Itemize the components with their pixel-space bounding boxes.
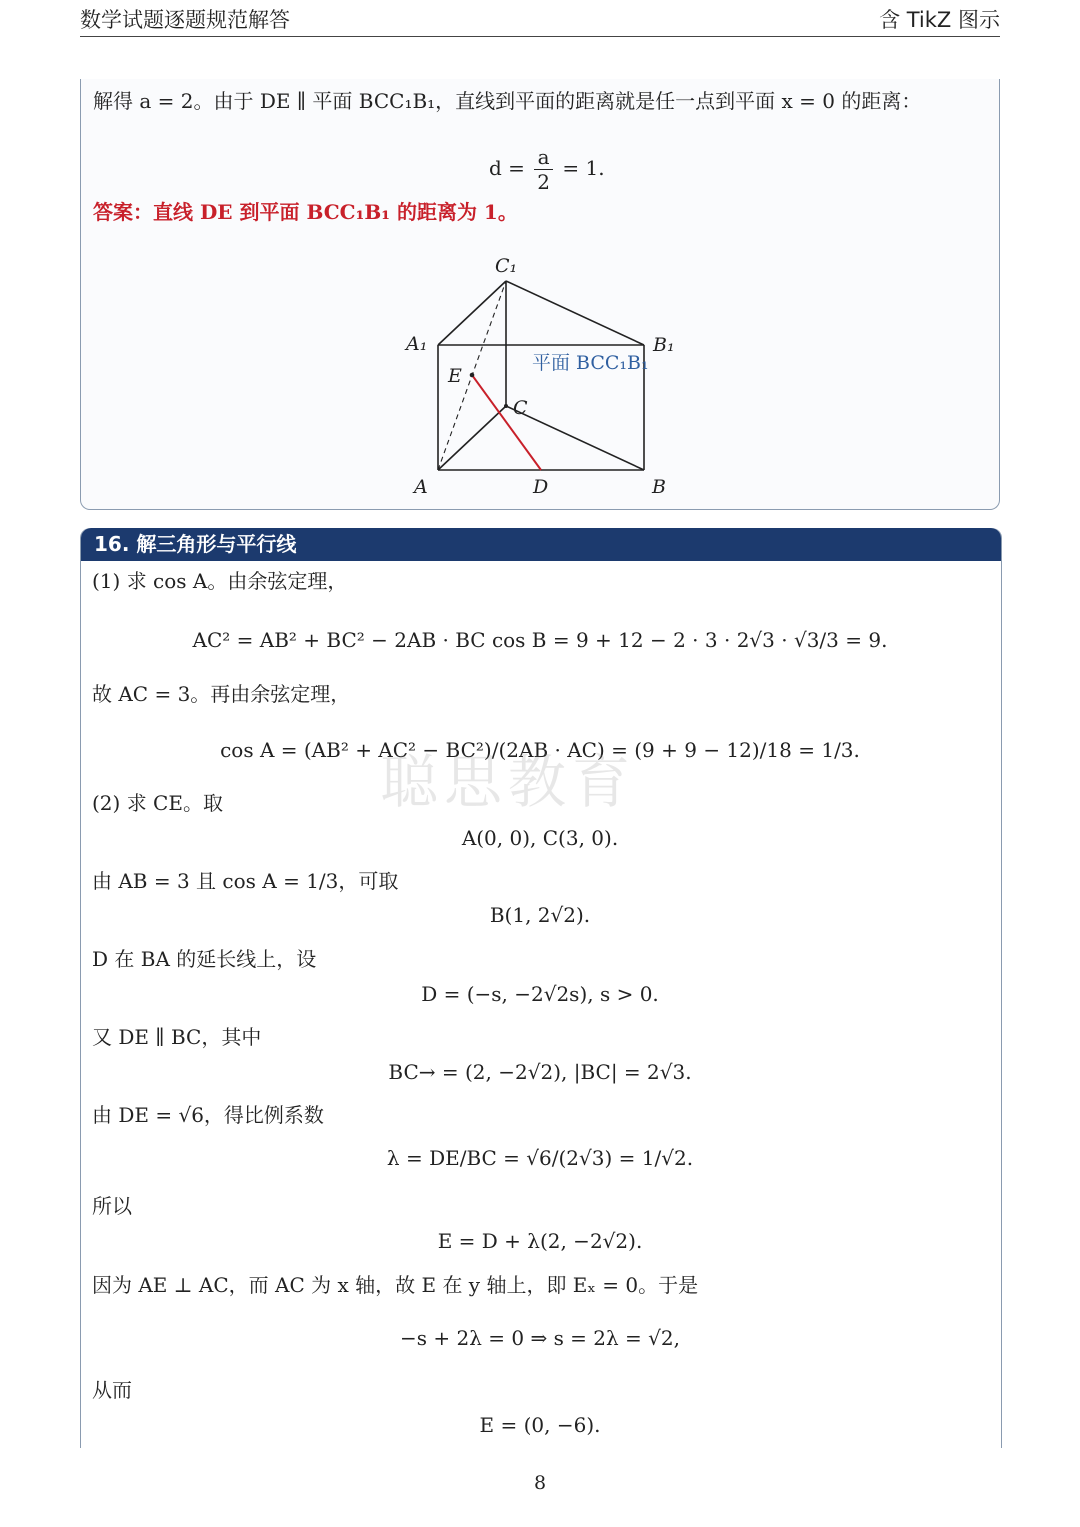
equation-cos-a: cos A = (AB² + AC² − BC²)/(2AB · AC) = (9 + 9 − 12)/18 = 1/3.	[220, 738, 860, 762]
problem-16-title: 16. 解三角形与平行线	[94, 532, 297, 556]
equation-coords-b: B(1, 2√2).	[489, 903, 591, 927]
equation-vector-bc: BC→ = (2, −2√2), |BC| = 2√3.	[388, 1060, 692, 1084]
formula-fraction	[534, 145, 553, 194]
header-subtitle: 含 TikZ 图示	[879, 8, 1000, 32]
part-2-b-line: 由 AB = 3 且 cos A = 1/3，可取	[92, 869, 399, 893]
prism-figure	[81, 244, 999, 504]
part-1-intro: (1) 求 cos A。由余弦定理，	[92, 569, 348, 593]
part-2-parallel-line: 又 DE ∥ BC，其中	[92, 1025, 262, 1049]
part-2-de-line: 由 DE = √6，得比例系数	[92, 1103, 324, 1127]
equation-lambda: λ = DE/BC = √6/(2√3) = 1/√2.	[386, 1146, 694, 1170]
label-d: D	[533, 476, 549, 498]
equation-e-vector: E = D + λ(2, −2√2).	[437, 1229, 643, 1253]
running-header	[80, 0, 1000, 37]
page-number: 8	[533, 1472, 547, 1494]
label-b: B	[652, 476, 666, 498]
part-1-mid: 故 AC = 3。再由余弦定理，	[92, 682, 351, 706]
edge-a-c	[438, 406, 506, 470]
answer-line: 答案：直线 DE 到平面 BCC₁B₁ 的距离为 1。	[93, 200, 518, 224]
problem-16-title-bar	[81, 528, 1001, 561]
label-c: C	[513, 397, 528, 419]
header-title: 数学试题逐题规范解答	[80, 8, 290, 32]
equation-law-of-cosines-ac: AC² = AB² + BC² − 2AB · BC cos B = 9 + 12 − 2 · 3 · 2√3 · √3/3 = 9.	[192, 628, 888, 652]
point-c	[504, 404, 508, 408]
formula-rhs: = 1.	[562, 156, 605, 180]
equation-e-result: E = (0, −6).	[479, 1413, 601, 1437]
part-2-d-line: D 在 BA 的延长线上，设	[92, 947, 317, 971]
part-2-so-line: 所以	[92, 1194, 132, 1218]
solution-box-continued	[80, 79, 1000, 510]
distance-formula	[489, 145, 605, 194]
label-b1: B₁	[653, 334, 675, 356]
part-2-intro: (2) 求 CE。取	[92, 791, 223, 815]
edge-c1-b1	[506, 281, 644, 345]
point-e	[470, 373, 475, 378]
label-a: A	[414, 476, 428, 498]
watermark: 聪思教育	[380, 748, 637, 816]
part-2-thus-line: 从而	[92, 1378, 132, 1402]
label-plane: 平面 BCC₁B₁	[532, 352, 649, 374]
equation-solve-s: −s + 2λ = 0 ⇒ s = 2λ = √2,	[400, 1326, 680, 1350]
formula-lhs: d =	[489, 156, 525, 180]
label-e: E	[448, 365, 462, 387]
label-c1: C₁	[495, 255, 518, 277]
edge-a1-c1	[438, 281, 506, 345]
formula-denominator: 2	[537, 170, 551, 194]
part-2-perp-line: 因为 AE ⊥ AC，而 AC 为 x 轴，故 E 在 y 轴上，即 Eₓ = 0。于是	[92, 1273, 699, 1297]
equation-coords-ac: A(0, 0), C(3, 0).	[461, 826, 619, 850]
solution-line-1: 解得 a = 2。由于 DE ∥ 平面 BCC₁B₁，直线到平面的距离就是任一点到平面 x = 0 的距离：	[93, 89, 922, 113]
formula-numerator: a	[534, 145, 553, 170]
equation-coords-d: D = (−s, −2√2s), s > 0.	[421, 982, 659, 1006]
label-a1: A₁	[406, 333, 428, 355]
